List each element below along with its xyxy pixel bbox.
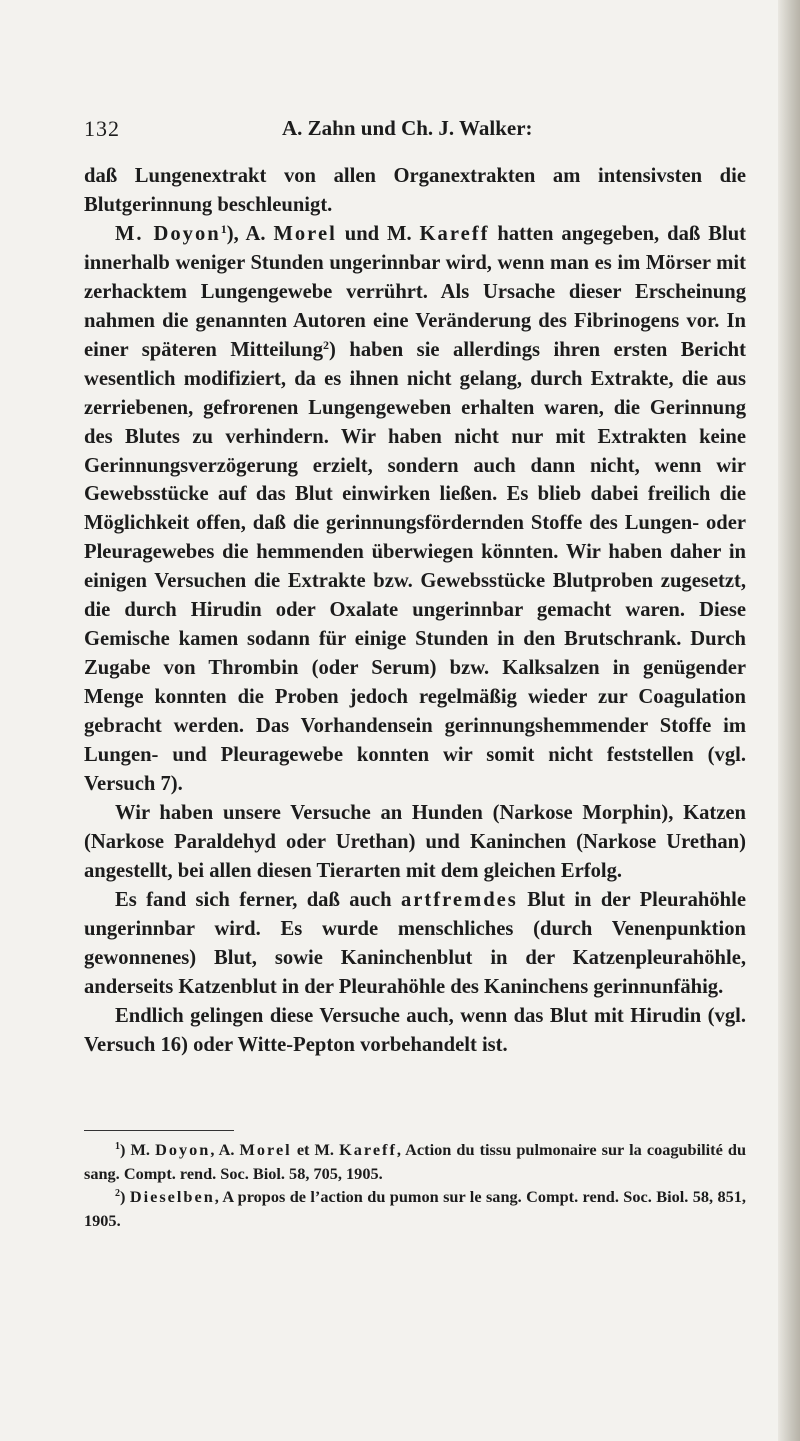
footnote-mark: 1 [115, 1141, 120, 1152]
author-name: Kareff [419, 222, 490, 245]
page-number: 132 [84, 116, 120, 141]
text-run: , A. [210, 1140, 240, 1159]
running-head: A. Zahn und Ch. J. Walker: [282, 116, 533, 140]
paragraph-4 [84, 886, 746, 1002]
paragraph-2 [84, 220, 746, 799]
body-text [84, 162, 746, 1060]
text-run: ) M. [120, 1140, 156, 1159]
emphasized-word: artfremdes [401, 888, 518, 911]
text-run: hatten angegeben, daß Blut innerhalb weniger Stunden ungerinnbar wird, wenn man es im Mörser mit zerhacktem Lungengewebe verrührt. Als Ursache dieser Erscheinung nahmen die genannten Autoren eine Veränderung des Fibrinogens vor. In einer späteren Mitteilung [84, 222, 746, 361]
text-run: Es fand sich ferner, daß auch [115, 888, 401, 911]
author-name: Morel [239, 1140, 292, 1159]
text-run: , A propos de l’action du pumon sur le sang. Compt. rend. Soc. Biol. 58, 851, 1905. [84, 1187, 746, 1231]
footnote-ref-1: 1 [220, 221, 227, 236]
footnote-1 [84, 1138, 746, 1185]
paragraph-1: daß Lungenextrakt von allen Organextrakten am intensivsten die Blutgerinnung beschleunigt. [84, 165, 746, 216]
author-name: Morel [273, 222, 337, 245]
text-run: Blut in der Pleurahöhle ungerinnbar wird. Es wurde menschliches (durch Venenpunktion gewonnenes) Blut, sowie Kaninchenblut in der Katzenpleurahöhle, anderseits Katzenblut in der Pleurahöhle des Kaninchens gerinnunfähig. [84, 888, 746, 998]
paragraph-3: Wir haben unsere Versuche an Hunden (Narkose Morphin), Katzen (Narkose Paraldehyd oder Urethan) und Kaninchen (Narkose Urethan) angestellt, bei allen diesen Tierarten mit dem gleichen Erfolg. [84, 801, 746, 882]
author-name: Dieselben [129, 1187, 215, 1207]
author-name: Doyon [155, 1140, 211, 1159]
text-run: ) haben sie allerdings ihren ersten Bericht wesentlich modifiziert, da es ihnen nicht gelang, durch Extrakte, die aus zerriebenen, gefrorenen Lungengeweben erhalten waren, die Gerinnung des Blutes zu verhindern. Wir haben nicht nur mit Extrakten keine Gerinnungsverzögerung erzielt, sondern auch dann nicht, wenn wir Gewebsstücke auf das Blut einwirken ließen. Es blieb dabei freilich die Möglichkeit offen, daß die gerinnungsfördernden Stoffe des Lungen- oder Pleuragewebes die hemmenden überwiegen könnten. Wir haben daher in einigen Versuchen die Extrakte bzw. Gewebsstücke Blutproben zugesetzt, die durch Hirudin oder Oxalate ungerinnbar gemacht waren. Diese Gemische kamen sodann für einige Stunden in den Brutschrank. Durch Zugabe von Thrombin (oder Serum) bzw. Kalksalzen in genügender Menge konnten die Proben jedoch regelmäßig wieder zur Coagulation gebracht werden. Das Vorhandensein gerinnungshemmender Stoffe im Lungen- und Pleuragewebe konnten wir somit nicht feststellen (vgl. Versuch 7). [84, 338, 746, 796]
text-run: ) [120, 1187, 130, 1207]
footnote-2 [84, 1185, 746, 1232]
text-run: , Action du tissu pulmonaire sur la coagubilité du sang. Compt. rend. Soc. Biol. 58, 705, 1905. [84, 1140, 747, 1183]
footnotes [84, 1138, 746, 1233]
page-edge-shadow [778, 0, 800, 1441]
author-name: M. Doyon [115, 222, 221, 245]
footnote-ref-2: 2 [323, 337, 330, 352]
page-header [84, 116, 744, 146]
text-run: ), A. [226, 222, 274, 245]
footnote-divider [84, 1130, 234, 1131]
paragraph-5: Endlich gelingen diese Versuche auch, wenn das Blut mit Hirudin (vgl. Versuch 16) oder Witte-Pepton vorbehandelt ist. [84, 1004, 746, 1056]
author-name: Kareff [339, 1140, 397, 1159]
text-run: und M. [336, 222, 420, 245]
text-run: et M. [291, 1140, 340, 1159]
footnote-mark: 2 [115, 1188, 120, 1200]
